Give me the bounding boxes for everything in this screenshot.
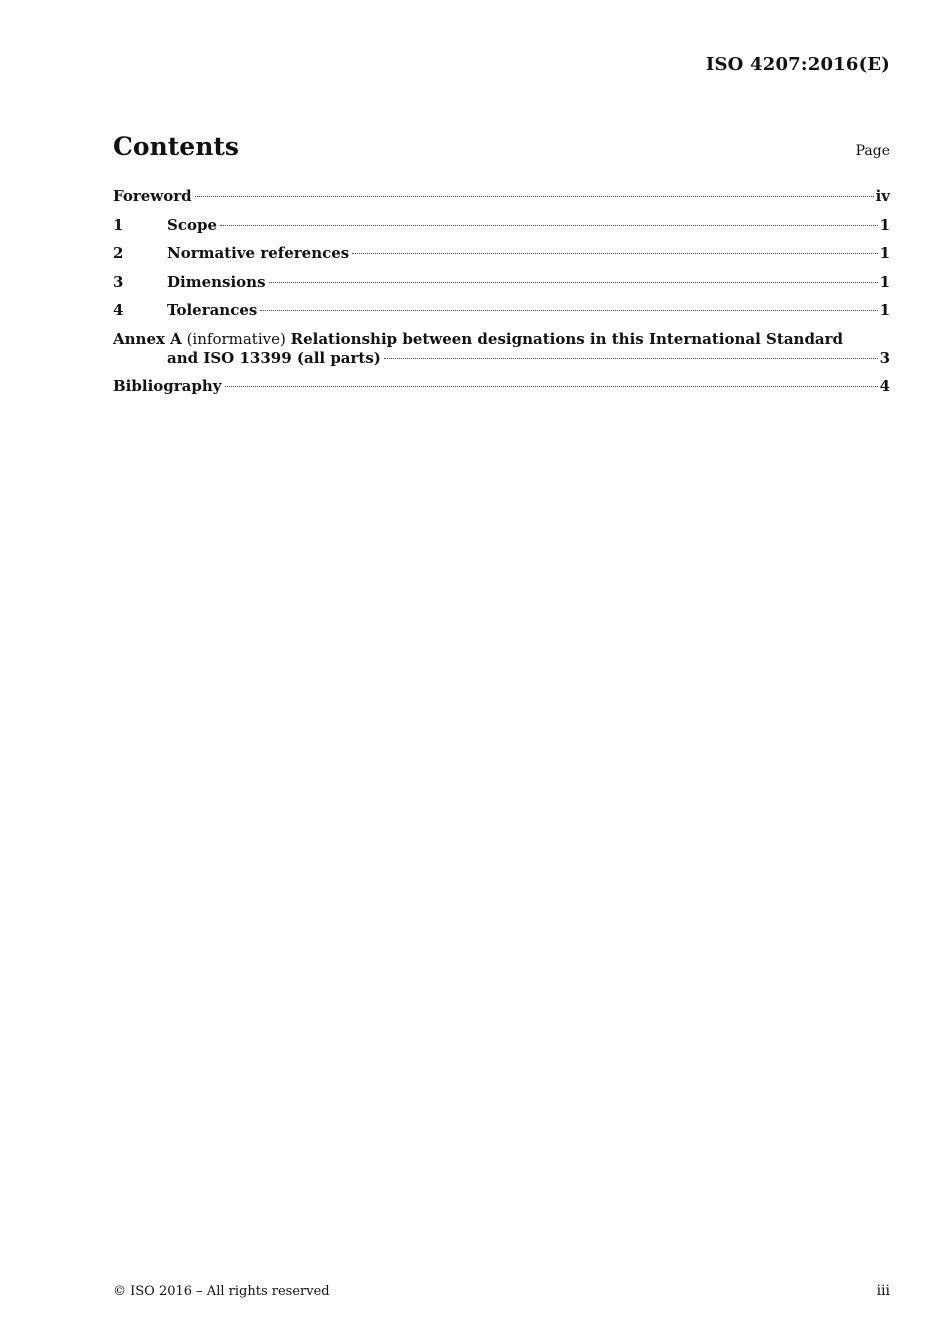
toc-entry-number: 4 (113, 301, 124, 319)
toc-entry-title: Foreword (113, 187, 192, 205)
toc-entry-number: 2 (113, 244, 124, 262)
toc-entry-number: 1 (113, 215, 124, 234)
annex-first-line (113, 329, 890, 349)
dot-leader (225, 386, 878, 387)
toc-entry-normative-references[interactable] (113, 243, 890, 272)
document-id: ISO 4207:2016(E) (705, 54, 890, 75)
annex-title-line2: and ISO 13399 (all parts) (167, 348, 381, 367)
toc-entry-bibliography[interactable] (113, 376, 890, 405)
toc-entry-title: Scope (167, 215, 218, 234)
toc-entry-title: Dimensions (167, 272, 266, 291)
toc-entry-page: 4 (879, 376, 890, 395)
toc-entry-title: Tolerances (167, 301, 258, 319)
toc-entry-title: Normative references (167, 244, 350, 262)
dot-leader (195, 196, 874, 197)
contents-header (113, 132, 890, 161)
annex-label: Annex A (113, 329, 182, 348)
page-column-label: Page (855, 143, 890, 159)
annex-second-line (113, 349, 890, 368)
toc-entry-dimensions[interactable] (113, 272, 890, 301)
dot-leader (220, 225, 878, 226)
dot-leader (384, 358, 878, 359)
toc-entry-page: iv (875, 187, 890, 205)
footer-copyright: © ISO 2016 – All rights reserved (113, 1284, 330, 1299)
toc-entry-page: 1 (879, 301, 890, 319)
contents-title: Contents (113, 132, 240, 161)
toc-entry-foreword[interactable] (113, 186, 890, 215)
annex-title-line1: Relationship between designations in this International Standard (290, 329, 844, 348)
table-of-contents (113, 186, 890, 404)
toc-entry-page: 3 (879, 348, 890, 367)
footer-page-number: iii (876, 1283, 890, 1299)
toc-entry-title: Bibliography (113, 376, 222, 395)
toc-entry-number: 3 (113, 272, 124, 291)
dot-leader (352, 253, 877, 254)
annex-type: (informative) (186, 329, 286, 348)
dot-leader (269, 282, 878, 283)
dot-leader (260, 310, 877, 311)
toc-entry-page: 1 (879, 215, 890, 234)
toc-entry-tolerances[interactable] (113, 300, 890, 329)
toc-entry-page: 1 (879, 272, 890, 291)
toc-entry-scope[interactable] (113, 215, 890, 244)
toc-entry-annex-a[interactable] (113, 329, 890, 368)
toc-entry-page: 1 (879, 244, 890, 262)
